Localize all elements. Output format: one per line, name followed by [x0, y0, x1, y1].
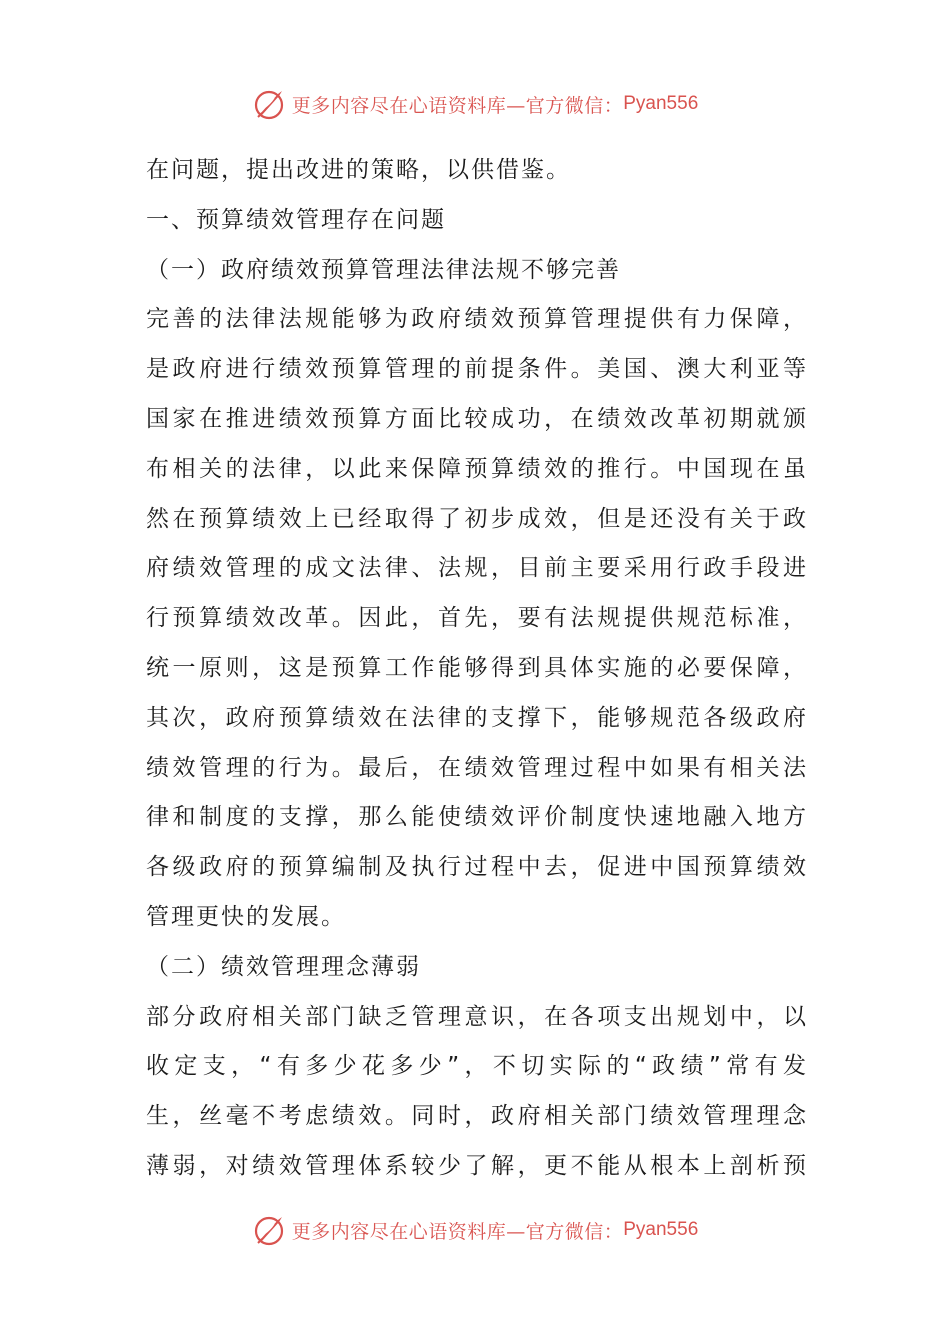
- text-line: 完善的法律法规能够为政府绩效预算管理提供有力保障，: [146, 306, 806, 333]
- text-line: 行预算绩效改革。因此，首先，要有法规提供规范标准，: [146, 605, 806, 632]
- banner-text: 更多内容尽在心语资料库—官方微信：: [291, 1220, 624, 1243]
- text-line: 部分政府相关部门缺乏管理意识，在各项支出规划中，以: [146, 1003, 806, 1030]
- text-line: （二）绩效管理理念薄弱: [146, 953, 421, 980]
- text-line: 是政府进行绩效预算管理的前提条件。美国、澳大利亚等: [146, 356, 806, 383]
- text-line: 统一原则，这是预算工作能够得到具体实施的必要保障，: [146, 654, 806, 681]
- quill-pen-logo-icon: [252, 1212, 288, 1248]
- text-line: （一）政府绩效预算管理法律法规不够完善: [146, 256, 621, 283]
- text-line: 生，丝毫不考虑绩效。同时，政府相关部门绩效管理理念: [146, 1103, 806, 1130]
- text-line: 管理更快的发展。: [146, 903, 346, 930]
- text-line: 绩效管理的行为。最后，在绩效管理过程中如果有相关法: [146, 754, 806, 781]
- text-line: 在问题，提出改进的策略，以供借鉴。: [146, 157, 571, 183]
- footer-watermark-banner: [0, 1210, 950, 1250]
- header-watermark-banner: [0, 84, 950, 124]
- text-line: 各级政府的预算编制及执行过程中去，促进中国预算绩效: [146, 854, 806, 881]
- text-line: 其次，政府预算绩效在法律的支撑下，能够规范各级政府: [146, 704, 806, 731]
- banner-text: 更多内容尽在心语资料库—官方微信：: [291, 94, 624, 117]
- text-line: 律和制度的支撑，那么能使绩效评价制度快速地融入地方: [146, 804, 806, 831]
- text-line: 然在预算绩效上已经取得了初步成效，但是还没有关于政: [146, 505, 806, 532]
- text-line: 府绩效管理的成文法律、法规，目前主要采用行政手段进: [146, 555, 806, 582]
- document-body: [146, 146, 806, 1192]
- text-line: 国家在推进绩效预算方面比较成功，在绩效改革初期就颁: [146, 405, 806, 432]
- banner-wechat-id: Pyan556: [623, 1219, 699, 1240]
- text-line: 布相关的法律，以此来保障预算绩效的推行。中国现在虽: [146, 455, 806, 482]
- quill-pen-logo-icon: [252, 86, 288, 122]
- text-line: 一、预算绩效管理存在问题: [146, 206, 446, 233]
- text-line: 薄弱，对绩效管理体系较少了解，更不能从根本上剖析预: [146, 1152, 806, 1179]
- banner-wechat-id: Pyan556: [623, 93, 699, 114]
- text-line: 收定支，“有多少花多少”，不切实际的“政绩”常有发: [146, 1053, 806, 1080]
